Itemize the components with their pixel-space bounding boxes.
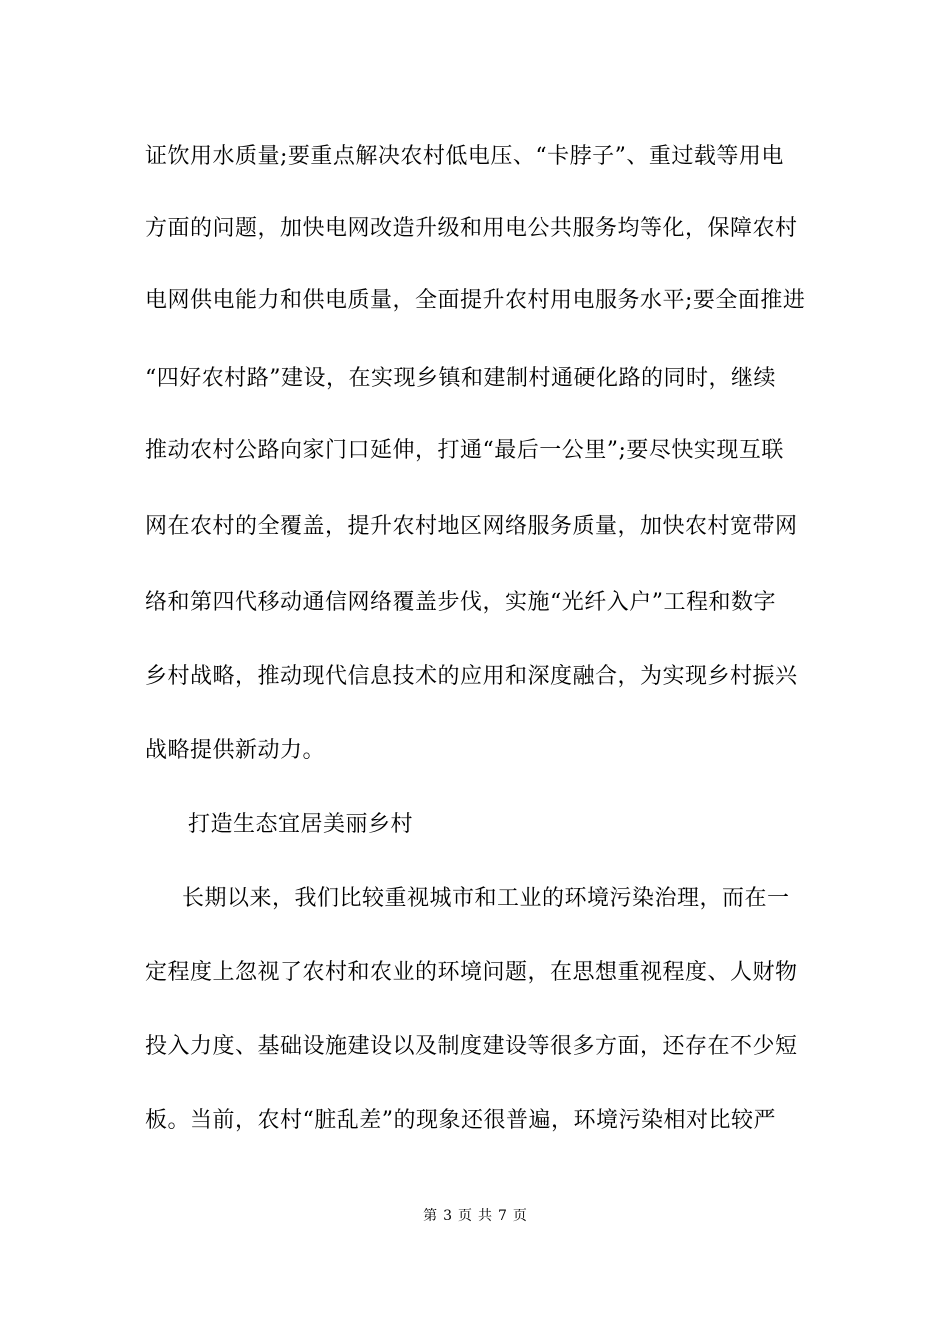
footer-di: 第 [423,1208,438,1224]
body-line: 络和第四代移动通信网络覆盖步伐，实施“光纤入户”工程和数字 [145,590,776,615]
page-number: 3 [443,1208,452,1224]
body-line: “四好农村路”建设，在实现乡镇和建制村通硬化路的同时，继续 [145,366,776,391]
body-line: 乡村战略，推动现代信息技术的应用和深度融合，为实现乡村振兴 [145,664,798,689]
body-line: 电网供电能力和供电质量，全面提升农村用电服务水平;要全面推进 [145,288,806,313]
body-line: 战略提供新动力。 [145,738,326,763]
body-line: 定程度上忽视了农村和农业的环境问题，在思想重视程度、人财物 [145,960,798,985]
total-pages: 7 [498,1208,507,1224]
footer-ye-2: 页 [512,1208,527,1224]
body-line: 证饮用水质量;要重点解决农村低电压、“卡脖子”、重过载等用电 [145,144,784,169]
body-line: 网在农村的全覆盖，提升农村地区网络服务质量，加快农村宽带网 [145,514,798,539]
footer-gong: 共 [478,1208,492,1224]
page-footer [0,1206,950,1226]
body-line: 推动农村公路向家门口延伸，打通“最后一公里”;要尽快实现互联 [145,438,784,463]
section-heading: 打造生态宜居美丽乡村 [188,812,414,837]
body-line: 方面的问题，加快电网改造升级和用电公共服务均等化，保障农村 [145,216,798,241]
body-line: 板。当前，农村“脏乱差”的现象还很普遍，环境污染相对比较严 [145,1108,776,1133]
body-line: 投入力度、基础设施建设以及制度建设等很多方面，还存在不少短 [145,1034,798,1059]
footer-ye: 页 [458,1208,472,1224]
body-line: 长期以来，我们比较重视城市和工业的环境污染治理，而在一 [182,886,790,911]
